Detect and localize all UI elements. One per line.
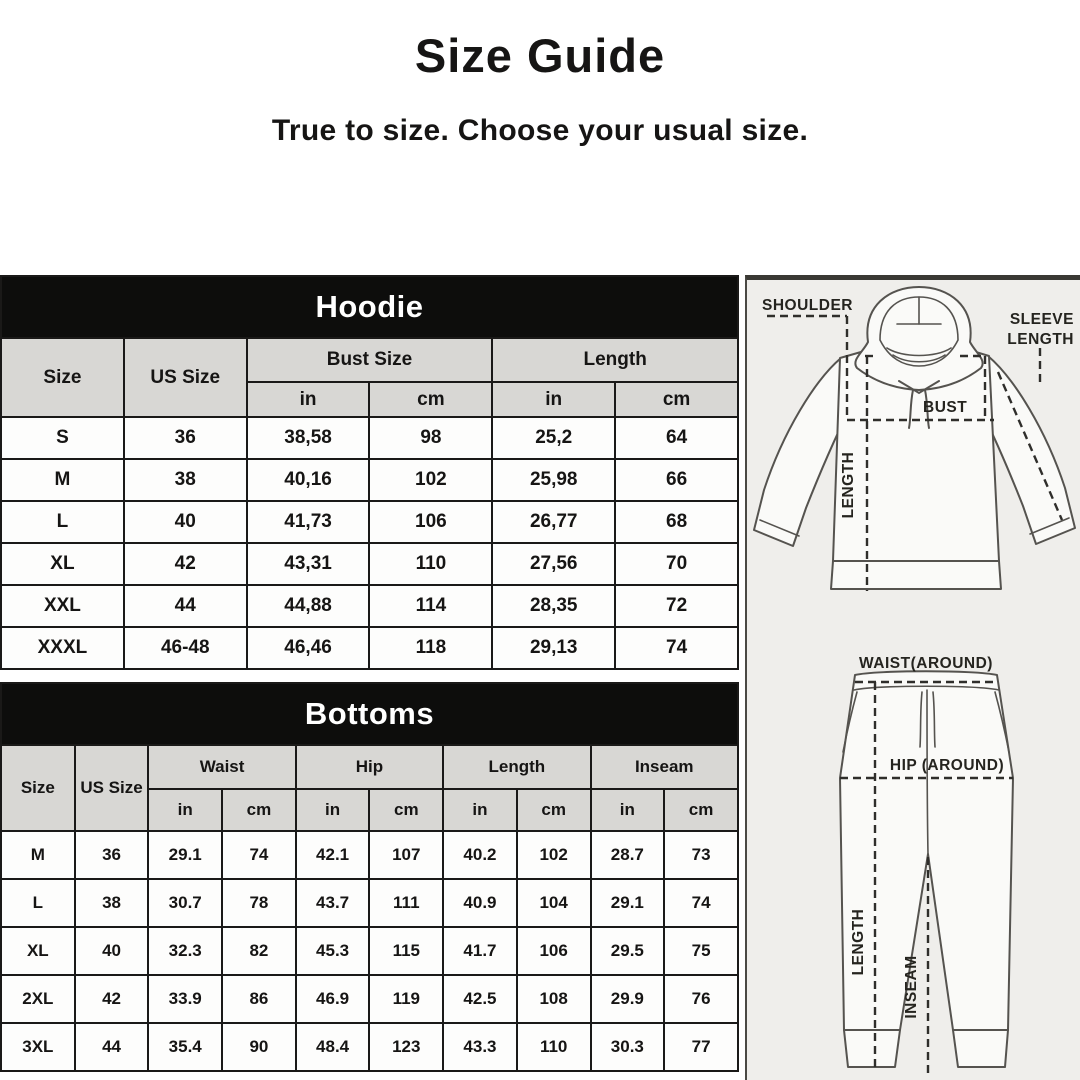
cell: 43.3 bbox=[443, 1023, 517, 1071]
cell: 119 bbox=[369, 975, 443, 1023]
cell: 44 bbox=[75, 1023, 149, 1071]
hoodie-table-title: Hoodie bbox=[1, 276, 738, 338]
bottoms-size-table bbox=[0, 682, 739, 1072]
page-subtitle: True to size. Choose your usual size. bbox=[271, 114, 809, 147]
bottoms-col-hip: Hip bbox=[296, 745, 443, 789]
cell: 77 bbox=[664, 1023, 738, 1071]
cell: M bbox=[1, 459, 124, 501]
cell: 86 bbox=[222, 975, 296, 1023]
cell: 110 bbox=[517, 1023, 591, 1071]
hoodie-col-size: Size bbox=[1, 338, 124, 417]
hoodie-diagram bbox=[747, 280, 1080, 652]
hoodie-bust-unit-in: in bbox=[247, 382, 370, 417]
hoodie-row-xl bbox=[1, 543, 738, 585]
measurement-diagram-panel bbox=[745, 275, 1080, 1080]
cell: 33.9 bbox=[148, 975, 222, 1023]
hoodie-bust-unit-cm: cm bbox=[369, 382, 492, 417]
cell: 90 bbox=[222, 1023, 296, 1071]
cell: 2XL bbox=[1, 975, 75, 1023]
cell: 40 bbox=[124, 501, 247, 543]
cell: 110 bbox=[369, 543, 492, 585]
cell: 25,2 bbox=[492, 417, 615, 459]
cell: 29.9 bbox=[591, 975, 665, 1023]
bottoms-waist-unit-in: in bbox=[148, 789, 222, 831]
cell: 46,46 bbox=[247, 627, 370, 669]
cell: 102 bbox=[369, 459, 492, 501]
cell: 29.1 bbox=[591, 879, 665, 927]
page-title: Size Guide bbox=[414, 29, 666, 82]
cell: 26,77 bbox=[492, 501, 615, 543]
pants-diagram bbox=[747, 652, 1080, 1080]
cell: 28.7 bbox=[591, 831, 665, 879]
cell: 74 bbox=[222, 831, 296, 879]
cell: 106 bbox=[517, 927, 591, 975]
bottoms-inseam-unit-in: in bbox=[591, 789, 665, 831]
cell: 46.9 bbox=[296, 975, 370, 1023]
cell: M bbox=[1, 831, 75, 879]
cell: 38 bbox=[75, 879, 149, 927]
cell: L bbox=[1, 879, 75, 927]
hoodie-length-label: LENGTH bbox=[840, 451, 857, 519]
cell: 123 bbox=[369, 1023, 443, 1071]
cell: 46-48 bbox=[124, 627, 247, 669]
cell: 36 bbox=[124, 417, 247, 459]
cell: 76 bbox=[664, 975, 738, 1023]
hoodie-col-us-size: US Size bbox=[124, 338, 247, 417]
cell: XXL bbox=[1, 585, 124, 627]
bottoms-hip-unit-cm: cm bbox=[369, 789, 443, 831]
cell: 98 bbox=[369, 417, 492, 459]
cell: 73 bbox=[664, 831, 738, 879]
cell: 82 bbox=[222, 927, 296, 975]
cell: 70 bbox=[615, 543, 738, 585]
cell: 118 bbox=[369, 627, 492, 669]
bottoms-col-size: Size bbox=[1, 745, 75, 831]
cell: 44 bbox=[124, 585, 247, 627]
cell: 27,56 bbox=[492, 543, 615, 585]
cell: 45.3 bbox=[296, 927, 370, 975]
pants-length-label: LENGTH bbox=[850, 908, 867, 976]
hoodie-col-bust-size: Bust Size bbox=[247, 338, 493, 382]
cell: XXXL bbox=[1, 627, 124, 669]
hoodie-size-table bbox=[0, 275, 739, 670]
bottoms-table-title: Bottoms bbox=[1, 683, 738, 745]
cell: 41.7 bbox=[443, 927, 517, 975]
bottoms-waist-unit-cm: cm bbox=[222, 789, 296, 831]
bust-label: BUST bbox=[923, 399, 968, 416]
cell: 74 bbox=[664, 879, 738, 927]
hoodie-row-xxxl bbox=[1, 627, 738, 669]
bottoms-banner-row bbox=[1, 683, 738, 745]
cell: 42 bbox=[75, 975, 149, 1023]
sleeve-length-label-line2: LENGTH bbox=[1007, 331, 1074, 348]
hoodie-col-length: Length bbox=[492, 338, 738, 382]
cell: 29.1 bbox=[148, 831, 222, 879]
bottoms-col-length: Length bbox=[443, 745, 590, 789]
cell: 30.3 bbox=[591, 1023, 665, 1071]
cell: 41,73 bbox=[247, 501, 370, 543]
cell: 107 bbox=[369, 831, 443, 879]
cell: 43.7 bbox=[296, 879, 370, 927]
cell: 36 bbox=[75, 831, 149, 879]
hoodie-length-unit-in: in bbox=[492, 382, 615, 417]
hoodie-header-row bbox=[1, 338, 738, 382]
hoodie-banner-row bbox=[1, 276, 738, 338]
cell: 42 bbox=[124, 543, 247, 585]
bottoms-length-unit-cm: cm bbox=[517, 789, 591, 831]
cell: 35.4 bbox=[148, 1023, 222, 1071]
cell: 40,16 bbox=[247, 459, 370, 501]
bottoms-length-unit-in: in bbox=[443, 789, 517, 831]
cell: 42.5 bbox=[443, 975, 517, 1023]
cell: 64 bbox=[615, 417, 738, 459]
cell: 38,58 bbox=[247, 417, 370, 459]
pants-drawing bbox=[840, 671, 1013, 1067]
cell: 30.7 bbox=[148, 879, 222, 927]
cell: 29.5 bbox=[591, 927, 665, 975]
hip-label: HIP (AROUND) bbox=[889, 757, 1005, 774]
bottoms-col-inseam: Inseam bbox=[591, 745, 739, 789]
cell: 115 bbox=[369, 927, 443, 975]
bottoms-hip-unit-in: in bbox=[296, 789, 370, 831]
cell: 48.4 bbox=[296, 1023, 370, 1071]
cell: XL bbox=[1, 543, 124, 585]
cell: 72 bbox=[615, 585, 738, 627]
cell: 114 bbox=[369, 585, 492, 627]
cell: 28,35 bbox=[492, 585, 615, 627]
cell: 68 bbox=[615, 501, 738, 543]
cell: 40 bbox=[75, 927, 149, 975]
cell: 40.2 bbox=[443, 831, 517, 879]
cell: 66 bbox=[615, 459, 738, 501]
cell: 42.1 bbox=[296, 831, 370, 879]
cell: 104 bbox=[517, 879, 591, 927]
bottoms-inseam-unit-cm: cm bbox=[664, 789, 738, 831]
cell: 29,13 bbox=[492, 627, 615, 669]
cell: 75 bbox=[664, 927, 738, 975]
hoodie-row-xxl bbox=[1, 585, 738, 627]
inseam-label: INSEAM bbox=[903, 955, 920, 1019]
cell: 108 bbox=[517, 975, 591, 1023]
cell: L bbox=[1, 501, 124, 543]
bottoms-row-2xl bbox=[1, 975, 738, 1023]
cell: 32.3 bbox=[148, 927, 222, 975]
hoodie-row-l bbox=[1, 501, 738, 543]
cell: 25,98 bbox=[492, 459, 615, 501]
waist-label: WAIST(AROUND) bbox=[859, 655, 993, 672]
hoodie-row-s bbox=[1, 417, 738, 459]
shoulder-label: SHOULDER bbox=[762, 297, 853, 314]
bottoms-col-waist: Waist bbox=[148, 745, 295, 789]
size-tables-column bbox=[0, 275, 739, 1072]
cell: 38 bbox=[124, 459, 247, 501]
bottoms-col-us-size: US Size bbox=[75, 745, 149, 831]
bottoms-header-row bbox=[1, 745, 738, 789]
cell: 3XL bbox=[1, 1023, 75, 1071]
bottoms-row-3xl bbox=[1, 1023, 738, 1071]
cell: 40.9 bbox=[443, 879, 517, 927]
cell: 43,31 bbox=[247, 543, 370, 585]
cell: 74 bbox=[615, 627, 738, 669]
sleeve-length-label-line1: SLEEVE bbox=[1009, 311, 1074, 328]
cell: 78 bbox=[222, 879, 296, 927]
cell: 106 bbox=[369, 501, 492, 543]
cell: XL bbox=[1, 927, 75, 975]
hoodie-row-m bbox=[1, 459, 738, 501]
cell: 44,88 bbox=[247, 585, 370, 627]
cell: 102 bbox=[517, 831, 591, 879]
cell: 111 bbox=[369, 879, 443, 927]
bottoms-row-xl bbox=[1, 927, 738, 975]
bottoms-row-l bbox=[1, 879, 738, 927]
bottoms-row-m bbox=[1, 831, 738, 879]
cell: S bbox=[1, 417, 124, 459]
hoodie-length-unit-cm: cm bbox=[615, 382, 738, 417]
